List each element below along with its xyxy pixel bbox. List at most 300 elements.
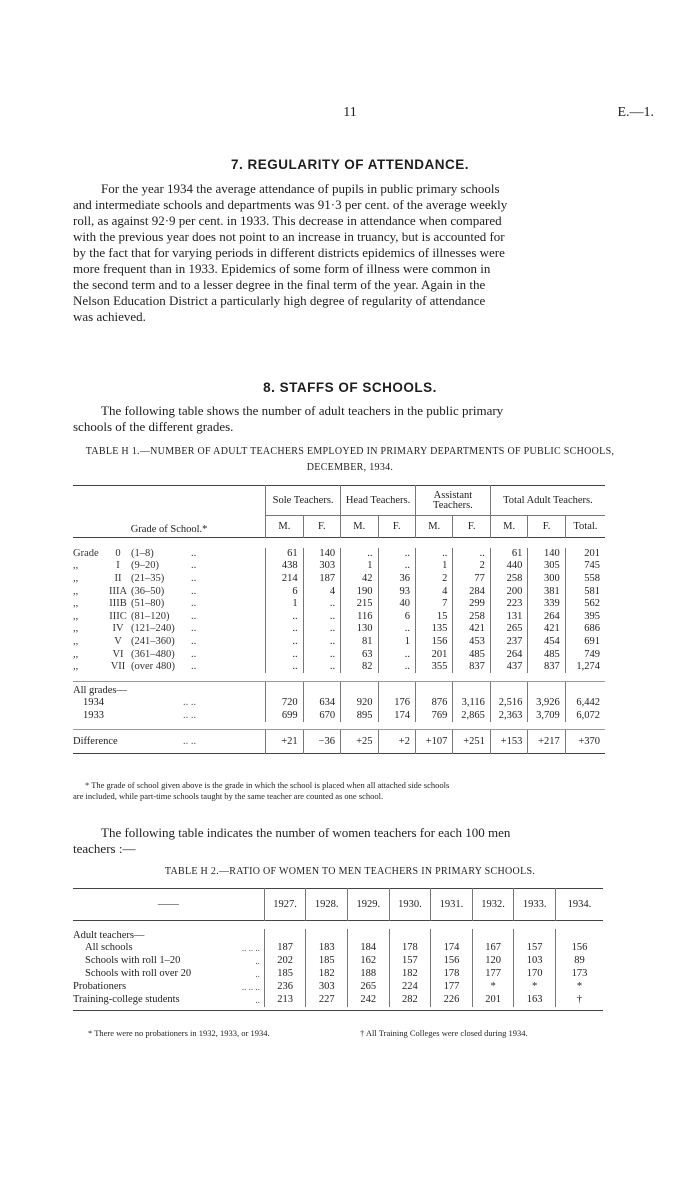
table-h1-cell: .. bbox=[453, 548, 490, 561]
table-h1-subheader: Total. bbox=[565, 516, 605, 538]
table-h1-cell: 81 bbox=[341, 636, 378, 649]
table-h2-empty-cell bbox=[431, 929, 473, 942]
table-h2-bottom bbox=[73, 1007, 603, 1011]
table-h1-cell: 140 bbox=[303, 548, 340, 561]
table-h2-cell: 173 bbox=[555, 968, 603, 981]
table-h1-cell: 258 bbox=[453, 610, 490, 623]
table-h1-cell: .. bbox=[303, 648, 340, 661]
table-h1-cell: 77 bbox=[453, 573, 490, 586]
table-h1-cell: 82 bbox=[341, 661, 378, 674]
table-h1-cell: 131 bbox=[490, 610, 527, 623]
table-h1-cell: 558 bbox=[565, 573, 605, 586]
grade-dots: .. bbox=[191, 648, 197, 660]
table-h1-group-header: Sole Teachers. bbox=[266, 486, 341, 516]
table-h1-spacer bbox=[73, 538, 605, 548]
table-h1-row bbox=[73, 548, 605, 561]
table-h2-empty-cell bbox=[555, 929, 603, 942]
grade-range: (over 480) bbox=[131, 661, 176, 673]
table-h1-cell: .. bbox=[303, 661, 340, 674]
table-h1-cell: 140 bbox=[528, 548, 565, 561]
section-8-paragraph bbox=[73, 403, 600, 435]
table-h1-cell: 421 bbox=[453, 623, 490, 636]
table-h2-cell: 226 bbox=[431, 994, 473, 1007]
table-h2-cell: 202 bbox=[264, 955, 306, 968]
table-h2-cell: 163 bbox=[514, 994, 556, 1007]
table-h1-cell: 223 bbox=[490, 598, 527, 611]
table-h1-cell: 130 bbox=[341, 623, 378, 636]
grade-roman: V bbox=[114, 635, 122, 647]
table-h2-row bbox=[73, 981, 603, 994]
grade-roman: II bbox=[114, 572, 122, 584]
table-h1-cell: 837 bbox=[453, 661, 490, 674]
table-h1-empty-cell bbox=[453, 681, 490, 696]
table-h2-year-header: 1933. bbox=[514, 889, 556, 921]
grade-prefix: Grade bbox=[73, 547, 99, 559]
table-h1-cell: .. bbox=[378, 560, 415, 573]
table-h1-cell: 440 bbox=[490, 560, 527, 573]
table-h2-bottom-cell bbox=[73, 1007, 603, 1011]
table-h1-cell: 699 bbox=[266, 709, 303, 722]
grade-prefix: ,, bbox=[73, 648, 79, 660]
table-h1-cell: 1 bbox=[415, 560, 452, 573]
table-h1-separator-cell bbox=[73, 722, 605, 730]
table-h1-cell: 6,442 bbox=[565, 696, 605, 709]
table-h1-cell: 215 bbox=[341, 598, 378, 611]
table-h2-row-dots: .. .. .. bbox=[241, 943, 260, 953]
all-grades-label: All grades— bbox=[73, 684, 127, 696]
table-h1-cell: 686 bbox=[565, 623, 605, 636]
table-h1-empty-cell bbox=[266, 681, 303, 696]
grade-range: (51–80) bbox=[131, 598, 165, 610]
table-h1 bbox=[73, 485, 605, 754]
table-h1-cell: 63 bbox=[341, 648, 378, 661]
table-h2-row-label: Probationers bbox=[73, 981, 127, 992]
table-h2-empty-cell bbox=[348, 929, 390, 942]
grade-dots: .. bbox=[191, 572, 197, 584]
table-h1-cell: 36 bbox=[378, 573, 415, 586]
table-h2-row-dots: .. bbox=[255, 956, 260, 966]
table-h1-year-row bbox=[73, 696, 605, 709]
table-h1-cell: +107 bbox=[415, 730, 452, 754]
paragraph-line: the second term and to a lesser degree in the final term of the year. Again in the bbox=[73, 277, 486, 292]
table-h1-cell: .. bbox=[378, 623, 415, 636]
table-h1-cell: 6,072 bbox=[565, 709, 605, 722]
difference-dots: .. .. bbox=[183, 736, 197, 748]
table-h1-cell: 201 bbox=[415, 648, 452, 661]
paragraph-line: schools of the different grades. bbox=[73, 419, 234, 434]
table-h1-cell: 6 bbox=[266, 585, 303, 598]
table-h1-cell: 2,865 bbox=[453, 709, 490, 722]
table-h1-cell: 1,274 bbox=[565, 661, 605, 674]
table-h1-empty-cell bbox=[528, 681, 565, 696]
table-h1-cell: +251 bbox=[453, 730, 490, 754]
grade-prefix: ,, bbox=[73, 610, 79, 622]
table-h1-row bbox=[73, 560, 605, 573]
grade-roman: I bbox=[116, 560, 120, 572]
table-h1-caption: TABLE H 1.—NUMBER OF ADULT TEACHERS EMPLOYED IN PRIMARY DEPARTMENTS OF PUBLIC SCHOOLS, bbox=[85, 446, 615, 457]
grade-range: (9–20) bbox=[131, 560, 159, 572]
table-h1-cell: 453 bbox=[453, 636, 490, 649]
table-h1-cell: 187 bbox=[303, 573, 340, 586]
table-h2-cell: 103 bbox=[514, 955, 556, 968]
table-h1-subheader: M. bbox=[266, 516, 303, 538]
document-reference: E.—1. bbox=[617, 105, 654, 120]
table-h1-cell: +2 bbox=[378, 730, 415, 754]
table-h1-empty-cell bbox=[415, 681, 452, 696]
table-h2-cell: 177 bbox=[431, 981, 473, 994]
table-h1-cell: .. bbox=[378, 648, 415, 661]
section-8b-paragraph bbox=[73, 825, 600, 857]
page-number: 11 bbox=[343, 105, 357, 120]
grade-dots: .. bbox=[191, 547, 197, 559]
table-h1-cell: 40 bbox=[378, 598, 415, 611]
table-h2-cell: 167 bbox=[472, 942, 514, 955]
table-h2-row-dots: .. .. .. bbox=[241, 982, 260, 992]
table-h1-cell: 1 bbox=[341, 560, 378, 573]
table-h1-cell: 6 bbox=[378, 610, 415, 623]
table-h1-cell: 2 bbox=[453, 560, 490, 573]
table-h1-cell: 2,363 bbox=[490, 709, 527, 722]
table-h1-group-header: Assistant Teachers. bbox=[415, 486, 490, 516]
table-h2-cell: 303 bbox=[306, 981, 348, 994]
grade-range: (241–360) bbox=[131, 635, 175, 647]
year-label bbox=[73, 709, 266, 722]
table-h1-empty-cell bbox=[378, 681, 415, 696]
table-h1-empty-cell bbox=[565, 681, 605, 696]
table-h2-cell: 236 bbox=[264, 981, 306, 994]
table-h1-cell: 769 bbox=[415, 709, 452, 722]
table-h1-cell: 581 bbox=[565, 585, 605, 598]
table-h1-cell: 303 bbox=[303, 560, 340, 573]
table-h1-cell: 485 bbox=[453, 648, 490, 661]
grade-prefix: ,, bbox=[73, 623, 79, 635]
table-h2-group-label: Adult teachers— bbox=[73, 929, 145, 941]
table-h2-cell: 157 bbox=[389, 955, 431, 968]
table-h1-cell: .. bbox=[266, 648, 303, 661]
table-h2-row bbox=[73, 994, 603, 1007]
table-h1-cell: 920 bbox=[341, 696, 378, 709]
table-h1-cell: .. bbox=[378, 661, 415, 674]
table-h1-row bbox=[73, 661, 605, 674]
table-h1-cell: 214 bbox=[266, 573, 303, 586]
table-h1-cell: .. bbox=[378, 548, 415, 561]
table-h1-cell: 284 bbox=[453, 585, 490, 598]
table-h2-header-row bbox=[73, 889, 603, 921]
table-h1-cell: 1 bbox=[378, 636, 415, 649]
grade-range: (21–35) bbox=[131, 572, 165, 584]
grade-roman: VII bbox=[110, 661, 126, 673]
table-h1-grade-label bbox=[73, 598, 266, 611]
table-h2-cell: 183 bbox=[306, 942, 348, 955]
grade-prefix: ,, bbox=[73, 598, 79, 610]
difference-label bbox=[73, 730, 266, 754]
table-h1-subheader: M. bbox=[341, 516, 378, 538]
table-h1-cell: 201 bbox=[565, 548, 605, 561]
grade-prefix: ,, bbox=[73, 661, 79, 673]
table-h1-cell: 454 bbox=[528, 636, 565, 649]
table-h1-difference-row bbox=[73, 730, 605, 754]
table-h2-year-header: 1930. bbox=[389, 889, 431, 921]
table-h1-cell: +153 bbox=[490, 730, 527, 754]
table-h2-cell: 89 bbox=[555, 955, 603, 968]
table-h2-row-label: Training-college students bbox=[73, 994, 180, 1005]
table-h2-cell: 156 bbox=[431, 955, 473, 968]
table-h1-footnote-line: * The grade of school given above is the grade in which the school is placed when all attached side schools bbox=[85, 780, 450, 790]
table-h2-row bbox=[73, 955, 603, 968]
table-h1-row bbox=[73, 573, 605, 586]
table-h1-cell: 381 bbox=[528, 585, 565, 598]
table-h2-empty-cell bbox=[514, 929, 556, 942]
grade-prefix: ,, bbox=[73, 635, 79, 647]
table-h1-cell: 4 bbox=[415, 585, 452, 598]
table-h1-cell: 437 bbox=[490, 661, 527, 674]
table-h1-cell: .. bbox=[415, 548, 452, 561]
table-h2-corner: —— bbox=[157, 899, 179, 910]
grade-dots: .. bbox=[191, 560, 197, 572]
table-h2-year-header: 1928. bbox=[306, 889, 348, 921]
table-h1-grade-label bbox=[73, 661, 266, 674]
grade-range: (36–50) bbox=[131, 585, 165, 597]
table-h1-cell: 4 bbox=[303, 585, 340, 598]
table-h1-cell: 190 bbox=[341, 585, 378, 598]
table-h1-cell: 305 bbox=[528, 560, 565, 573]
table-h1-cell: .. bbox=[303, 610, 340, 623]
table-h2-empty-cell bbox=[389, 929, 431, 942]
table-h2-row-dots: .. bbox=[255, 969, 260, 979]
table-h2-caption: TABLE H 2.—RATIO OF WOMEN TO MEN TEACHERS IN PRIMARY SCHOOLS. bbox=[164, 866, 536, 877]
table-h1-group-header: Total Adult Teachers. bbox=[490, 486, 605, 516]
table-h1-cell: 634 bbox=[303, 696, 340, 709]
table-h1-cell: .. bbox=[266, 636, 303, 649]
table-h1-cell: 562 bbox=[565, 598, 605, 611]
year-text: 1933 bbox=[83, 709, 104, 721]
table-h1-cell: 264 bbox=[528, 610, 565, 623]
table-h1-grade-label bbox=[73, 610, 266, 623]
table-h2-row-dots: .. bbox=[255, 995, 260, 1005]
table-h2-cell: 156 bbox=[555, 942, 603, 955]
grade-prefix: ,, bbox=[73, 585, 79, 597]
table-h2-cell: 170 bbox=[514, 968, 556, 981]
year-dots: .. .. bbox=[183, 709, 197, 721]
grade-roman: IV bbox=[112, 623, 124, 635]
table-h1-cell: 421 bbox=[528, 623, 565, 636]
paragraph-line: The following table shows the number of adult teachers in the public primary bbox=[101, 403, 504, 418]
table-h1-cell: .. bbox=[266, 661, 303, 674]
table-h1-grade-label bbox=[73, 548, 266, 561]
grade-dots: .. bbox=[191, 661, 197, 673]
table-h1-separator bbox=[73, 673, 605, 681]
table-h2-cell: 201 bbox=[472, 994, 514, 1007]
table-h1-empty-cell bbox=[341, 681, 378, 696]
table-h2-row-label: All schools bbox=[85, 942, 133, 953]
table-h1-subheader: M. bbox=[415, 516, 452, 538]
table-h2-empty-cell bbox=[264, 929, 306, 942]
table-h1-cell: 3,709 bbox=[528, 709, 565, 722]
table-h1-cell: 3,116 bbox=[453, 696, 490, 709]
table-h1-cell: 691 bbox=[565, 636, 605, 649]
table-h1-row-header: Grade of School.* bbox=[130, 524, 208, 535]
table-h1-row bbox=[73, 648, 605, 661]
table-h1-cell: 265 bbox=[490, 623, 527, 636]
table-h2-cell: 185 bbox=[264, 968, 306, 981]
table-h1-cell: 237 bbox=[490, 636, 527, 649]
table-h2-cell: * bbox=[514, 981, 556, 994]
table-h1-cell: 174 bbox=[378, 709, 415, 722]
grade-dots: .. bbox=[191, 598, 197, 610]
table-h2-year-header: 1934. bbox=[555, 889, 603, 921]
grade-prefix: ,, bbox=[73, 560, 79, 572]
paragraph-line: Nelson Education District a particularly high degree of regularity of attendance bbox=[73, 293, 486, 308]
difference-text: Difference bbox=[73, 736, 118, 748]
grade-dots: .. bbox=[191, 635, 197, 647]
table-h1-cell: 438 bbox=[266, 560, 303, 573]
table-h1-row bbox=[73, 636, 605, 649]
table-h1-cell: 745 bbox=[565, 560, 605, 573]
table-h1-separator bbox=[73, 722, 605, 730]
table-h2-empty-cell bbox=[472, 929, 514, 942]
grade-range: (1–8) bbox=[131, 547, 154, 559]
table-h1-cell: 61 bbox=[490, 548, 527, 561]
table-h1-grade-label bbox=[73, 585, 266, 598]
paragraph-line: roll, as against 92·9 per cent. in 1933. This decrease in attendance when compared bbox=[73, 213, 502, 228]
table-h2-cell: 157 bbox=[514, 942, 556, 955]
table-h2-cell: 162 bbox=[348, 955, 390, 968]
section-8-heading: 8. STAFFS OF SCHOOLS. bbox=[263, 380, 437, 395]
table-h1-cell: 7 bbox=[415, 598, 452, 611]
table-h1-row bbox=[73, 585, 605, 598]
table-h1-cell: 200 bbox=[490, 585, 527, 598]
table-h1-cell: 3,926 bbox=[528, 696, 565, 709]
table-h1-cell: 264 bbox=[490, 648, 527, 661]
table-h1-caption-date: DECEMBER, 1934. bbox=[306, 462, 394, 473]
table-h1-cell: 749 bbox=[565, 648, 605, 661]
table-h1-cell: 116 bbox=[341, 610, 378, 623]
table-h2-year-header: 1929. bbox=[348, 889, 390, 921]
table-h1-year-row bbox=[73, 709, 605, 722]
section-7-heading: 7. REGULARITY OF ATTENDANCE. bbox=[230, 157, 469, 172]
table-h2-year-header: 1931. bbox=[431, 889, 473, 921]
table-h1-cell: 300 bbox=[528, 573, 565, 586]
table-h1-cell: 395 bbox=[565, 610, 605, 623]
table-h2-spacer bbox=[73, 921, 603, 929]
table-h1-cell: 720 bbox=[266, 696, 303, 709]
table-h1-grade-label bbox=[73, 636, 266, 649]
grade-roman: VI bbox=[112, 648, 124, 660]
table-h1-grade-label bbox=[73, 623, 266, 636]
table-h2 bbox=[73, 888, 603, 1011]
table-h1-cell: 135 bbox=[415, 623, 452, 636]
table-h1-cell: +370 bbox=[565, 730, 605, 754]
table-h2-cell: 182 bbox=[306, 968, 348, 981]
table-h2-cell: † bbox=[555, 994, 603, 1007]
table-h1-group-header: Head Teachers. bbox=[341, 486, 416, 516]
paragraph-line: For the year 1934 the average attendance of pupils in public primary schools bbox=[101, 181, 500, 196]
table-h2-cell: 224 bbox=[389, 981, 431, 994]
table-h2-footnote-a: * There were no probationers in 1932, 1933, or 1934. bbox=[88, 1028, 270, 1038]
table-h2-cell: 120 bbox=[472, 955, 514, 968]
table-h2-cell: 242 bbox=[348, 994, 390, 1007]
table-h2-cell: 265 bbox=[348, 981, 390, 994]
grade-roman: 0 bbox=[115, 547, 121, 559]
table-h1-grade-label bbox=[73, 648, 266, 661]
table-h1-cell: 258 bbox=[490, 573, 527, 586]
paragraph-line: teachers :— bbox=[73, 841, 136, 856]
table-h1-row bbox=[73, 610, 605, 623]
table-h2-cell: 213 bbox=[264, 994, 306, 1007]
table-h1-cell: 876 bbox=[415, 696, 452, 709]
grade-range: (121–240) bbox=[131, 623, 175, 635]
table-h1-footnote-line: are included, while part-time schools taught by the same teacher are counted as one school. bbox=[73, 791, 384, 801]
table-h2-group-row bbox=[73, 929, 603, 942]
table-h2-cell: 227 bbox=[306, 994, 348, 1007]
table-h1-subheader: F. bbox=[453, 516, 490, 538]
paragraph-line: more frequent than in 1933. Epidemics of some form of illness were common in bbox=[73, 261, 491, 276]
table-h2-cell: 282 bbox=[389, 994, 431, 1007]
grade-dots: .. bbox=[191, 585, 197, 597]
table-h2-cell: 182 bbox=[389, 968, 431, 981]
table-h1-cell: .. bbox=[341, 548, 378, 561]
table-h2-year-header: 1932. bbox=[472, 889, 514, 921]
table-h1-cell: .. bbox=[303, 598, 340, 611]
table-h1-all-grades-row bbox=[73, 681, 605, 696]
table-h1-cell: 339 bbox=[528, 598, 565, 611]
table-h1-empty-cell bbox=[303, 681, 340, 696]
table-h1-cell: .. bbox=[266, 623, 303, 636]
table-h2-cell: 178 bbox=[389, 942, 431, 955]
table-h1-empty-cell bbox=[490, 681, 527, 696]
table-h1-footnote bbox=[73, 780, 603, 802]
table-h1-cell: 61 bbox=[266, 548, 303, 561]
table-h2-empty-cell bbox=[306, 929, 348, 942]
table-h2-cell: * bbox=[472, 981, 514, 994]
table-h1-separator-cell bbox=[73, 673, 605, 681]
grade-roman: IIIC bbox=[109, 610, 127, 622]
table-h1-cell: 485 bbox=[528, 648, 565, 661]
table-h1-subheader: F. bbox=[378, 516, 415, 538]
table-h1-cell: 2 bbox=[415, 573, 452, 586]
table-h1-header-row bbox=[73, 486, 605, 516]
table-h2-year-header: 1927. bbox=[264, 889, 306, 921]
year-dots: .. .. bbox=[183, 696, 197, 708]
paragraph-line: was achieved. bbox=[73, 309, 146, 324]
table-h1-cell: 895 bbox=[341, 709, 378, 722]
table-h1-cell: 837 bbox=[528, 661, 565, 674]
table-h1-cell: .. bbox=[303, 623, 340, 636]
table-h1-row bbox=[73, 623, 605, 636]
grade-roman: IIIA bbox=[108, 585, 128, 597]
grade-dots: .. bbox=[191, 623, 197, 635]
year-text: 1934 bbox=[83, 696, 104, 708]
section-7-paragraph bbox=[73, 181, 600, 325]
paragraph-line: by the fact that for varying periods in different districts epidemics of illnesses were bbox=[73, 245, 505, 260]
table-h2-cell: 178 bbox=[431, 968, 473, 981]
table-h1-cell: 670 bbox=[303, 709, 340, 722]
table-h1-cell: 355 bbox=[415, 661, 452, 674]
table-h2-cell: 188 bbox=[348, 968, 390, 981]
table-h1-cell: 15 bbox=[415, 610, 452, 623]
year-label bbox=[73, 696, 266, 709]
grade-prefix: ,, bbox=[73, 572, 79, 584]
table-h2-row bbox=[73, 942, 603, 955]
table-h1-cell: 1 bbox=[266, 598, 303, 611]
table-h1-grade-label bbox=[73, 573, 266, 586]
table-h1-cell: 42 bbox=[341, 573, 378, 586]
table-h1-cell: +25 bbox=[341, 730, 378, 754]
table-h2-row bbox=[73, 968, 603, 981]
paragraph-line: and intermediate schools and departments was 91·3 per cent. of the average weekly bbox=[73, 197, 508, 212]
table-h2-cell: 185 bbox=[306, 955, 348, 968]
table-h1-subheader: F. bbox=[528, 516, 565, 538]
